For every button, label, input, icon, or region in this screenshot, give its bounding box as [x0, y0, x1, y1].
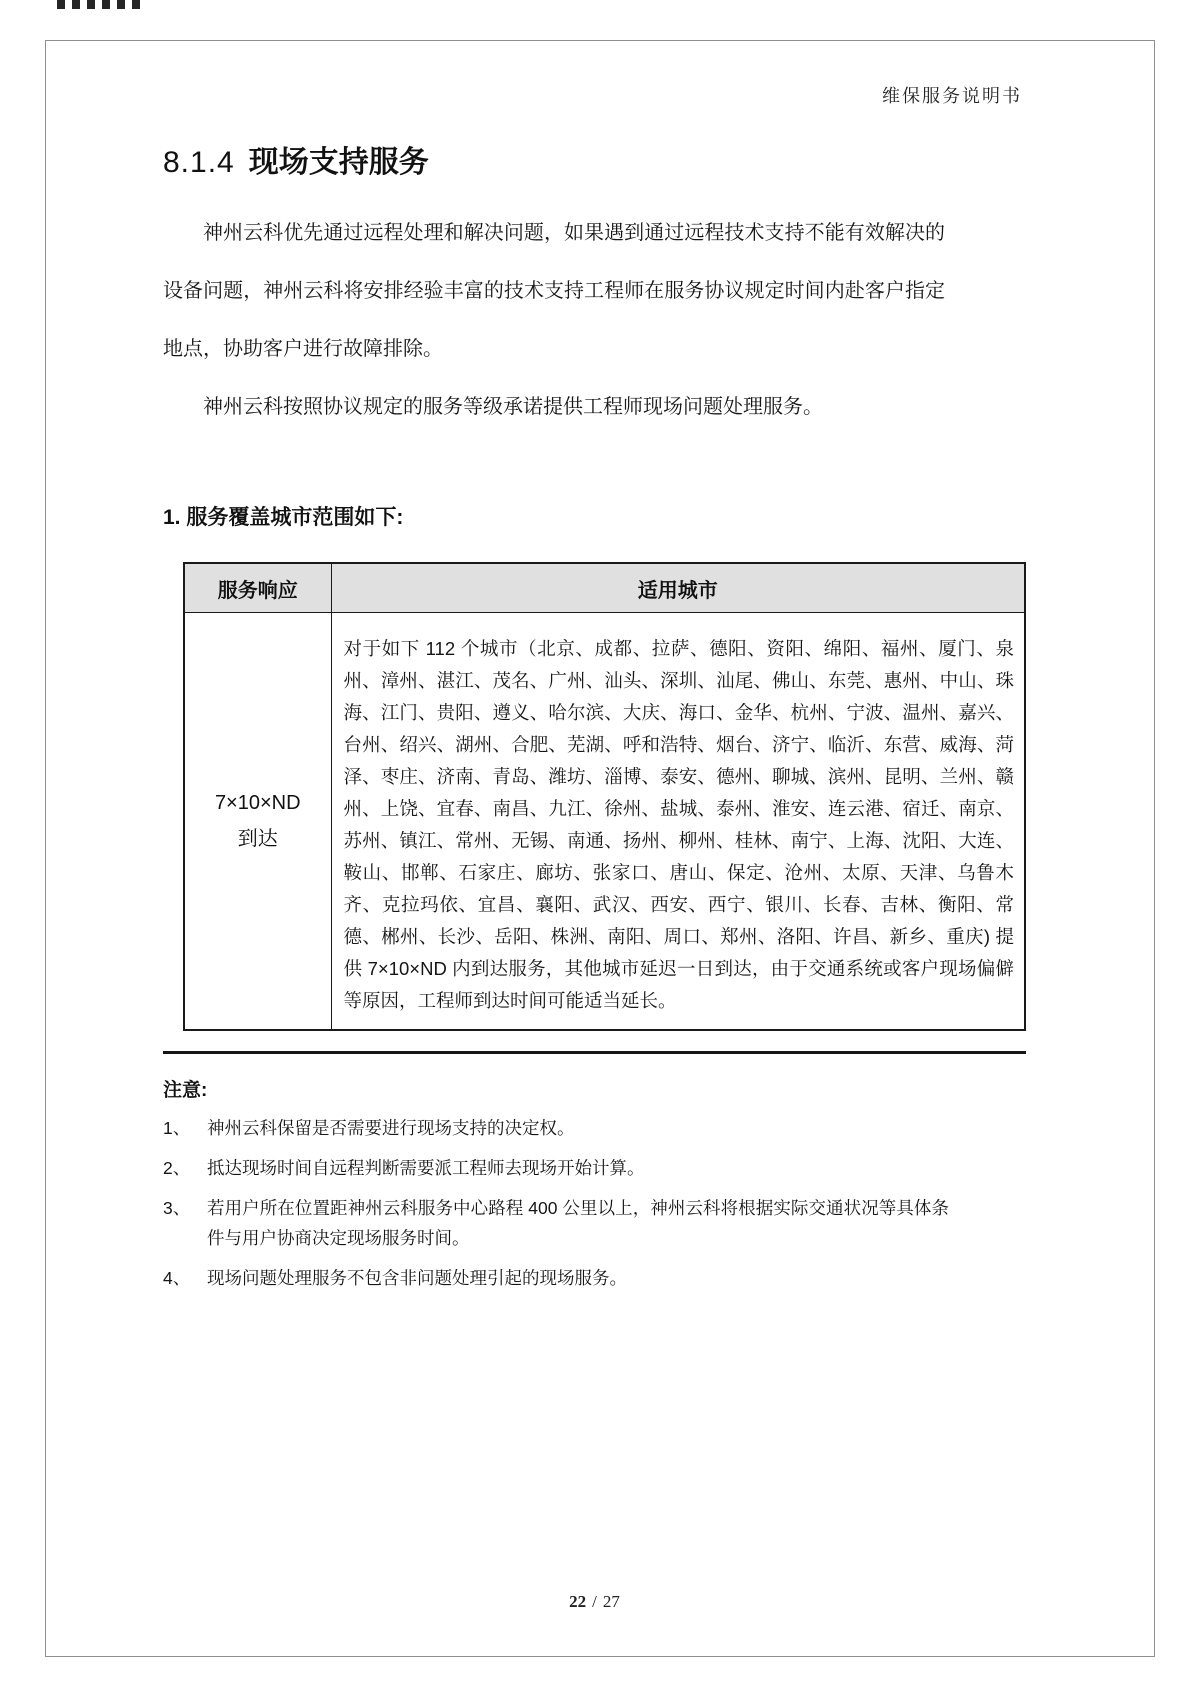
header-cell-service-response: 服务响应 — [184, 563, 331, 613]
section-title-text: 现场支持服务 — [248, 146, 429, 179]
paragraph-commitment: 神州云科按照协议规定的服务等级承诺提供工程师现场问题处理服务。 — [203, 396, 823, 418]
notes-label: 注意: — [163, 1080, 208, 1101]
note-text: 现场问题处理服务不包含非问题处理引起的现场服务。 — [207, 1268, 627, 1288]
section-number: 8.1.4 — [163, 146, 235, 179]
section-title — [163, 146, 1026, 180]
footer-page-number: 22 — [569, 1592, 587, 1611]
note-item — [163, 1193, 1026, 1253]
footer-separator: / — [592, 1592, 597, 1611]
list-label-city-coverage: 1. 服务覆盖城市范围如下: — [163, 506, 404, 529]
table-body-row — [184, 613, 1025, 1031]
page-footer — [163, 1592, 1026, 1612]
response-line-sla: 7×10×ND — [214, 792, 301, 814]
cities-cell: 对于如下 112 个城市（北京、成都、拉萨、德阳、资阳、绵阳、福州、厦门、泉州、漳州、湛江、茂名、广州、汕头、深圳、汕尾、佛山、东莞、惠州、中山、珠海、江门、贵阳、遵义、哈尔滨、大庆、海口、金华、杭州、宁波、温州、嘉兴、台州、绍兴、湖州、合肥、芜湖、呼和浩特、烟台、济宁、临沂、东营、威海、菏泽、枣庄、济南、青岛、潍坊、淄博、泰安、德州、聊城、滨州、昆明、兰州、赣州、上饶、宜春、南昌、九江、徐州、盐城、泰州、淮安、连云港、宿迁、南京、苏州、镇江、常州、无锡、南通、扬州、柳州、桂林、南宁、上海、沈阳、大连、鞍山、邯郸、石家庄、廊坊、张家口、唐山、保定、沧州、太原、天津、乌鲁木齐、克拉玛依、宜昌、襄阳、武汉、西安、西宁、银川、长春、吉林、衡阳、常德、郴州、长沙、岳阳、株洲、南阳、周口、郑州、洛阳、许昌、新乡、重庆) 提供 7×10×ND 内到达服务，其他城市延迟一日到达，由于交通系统或客户现场偏僻等原因，工程师到达时间可能适当延长。 — [331, 613, 1025, 1031]
note-item — [163, 1153, 1026, 1183]
footer-total-pages: 27 — [602, 1592, 620, 1611]
page-content — [163, 0, 1026, 1293]
note-number: 4、 — [163, 1268, 191, 1288]
divider-rule — [163, 1051, 1026, 1054]
note-number: 2、 — [163, 1158, 191, 1178]
table-header-row — [184, 563, 1025, 613]
response-cell — [184, 613, 331, 1031]
note-item — [163, 1113, 1026, 1143]
response-line-arrival: 到达 — [237, 828, 278, 850]
note-text: 若用户所在位置距神州云科服务中心路程 400 公里以上，神州云科将根据实际交通状况等具体条件与用户协商决定现场服务时间。 — [207, 1198, 949, 1248]
note-number: 3、 — [163, 1198, 191, 1218]
service-coverage-table — [183, 562, 1026, 1031]
note-number: 1、 — [163, 1118, 191, 1138]
note-text: 抵达现场时间自远程判断需要派工程师去现场开始计算。 — [207, 1158, 645, 1178]
scan-artifact — [57, 0, 145, 9]
paragraph-intro: 神州云科优先通过远程处理和解决问题，如果遇到通过远程技术支持不能有效解决的设备问题，神州云科将安排经验丰富的技术支持工程师在服务协议规定时间内赴客户指定地点，协助客户进行故障排除。 — [163, 222, 945, 360]
note-item — [163, 1263, 1026, 1293]
doc-header-title: 维保服务说明书 — [882, 86, 1022, 106]
note-text: 神州云科保留是否需要进行现场支持的决定权。 — [207, 1118, 575, 1138]
header-cell-applicable-cities: 适用城市 — [331, 563, 1025, 613]
